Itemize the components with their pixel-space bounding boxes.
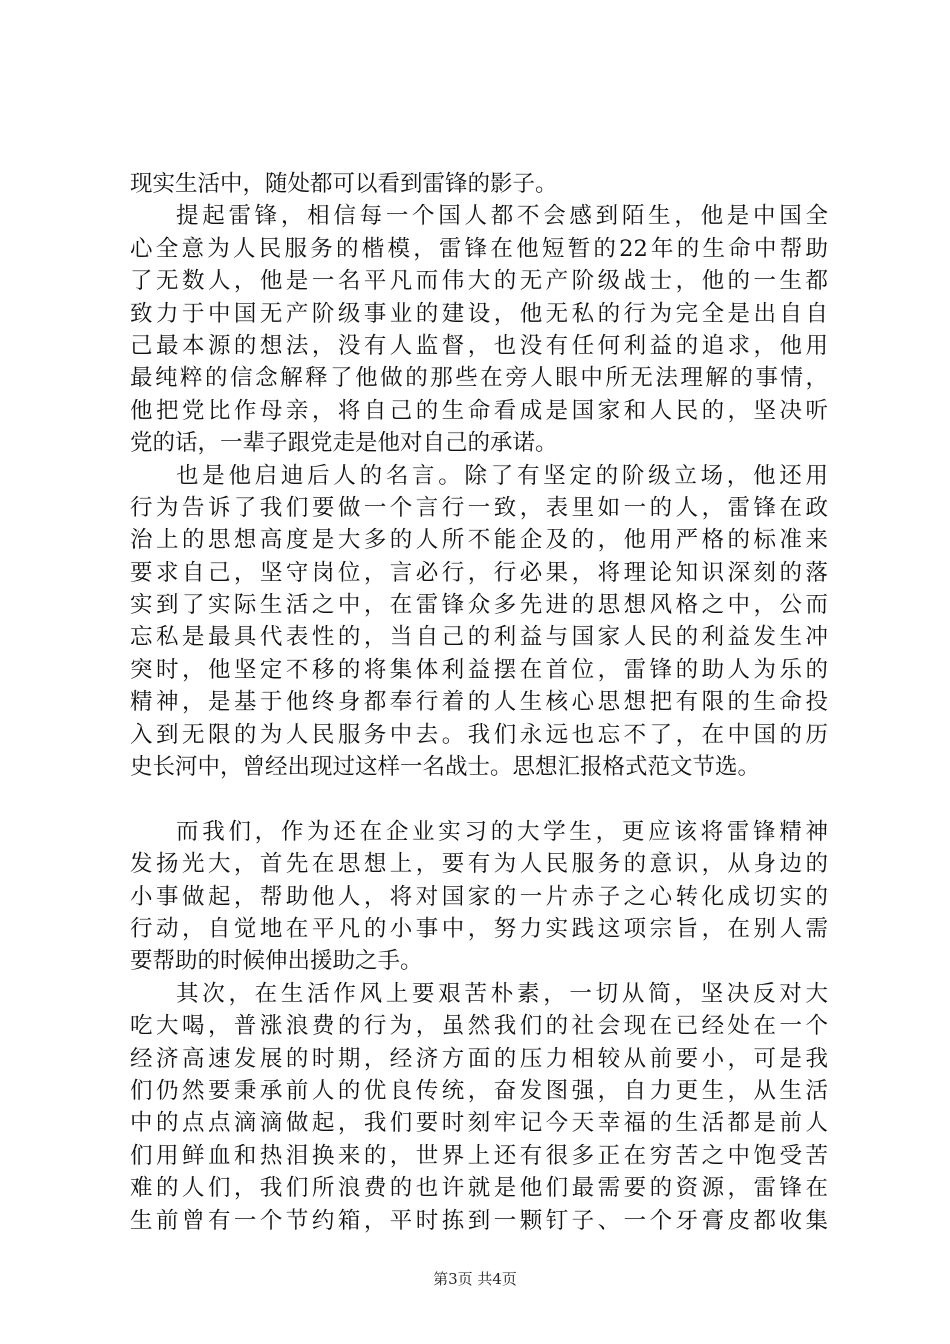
text-line: 们仍然要秉承前人的优良传统，奋发图强，自力更生，从生活 (130, 1077, 828, 1104)
text-line: 党的话，一辈子跟党走是他对自己的承诺。 (130, 430, 558, 457)
paragraph-gap (130, 783, 828, 815)
document-body (130, 168, 828, 1237)
text-line: 要求自己，坚守岗位，言必行，行必果，将理论知识深刻的落 (130, 559, 828, 586)
text-line: 们用鲜血和热泪换来的，世界上还有很多正在穷苦之中饱受苦 (130, 1142, 828, 1169)
text-line: 其次，在生活作风上要艰苦朴素，一切从简，坚决反对大 (176, 980, 828, 1007)
text-line: 行动，自觉地在平凡的小事中，努力实践这项宗旨，在别人需 (130, 915, 828, 942)
text-line: 入到无限的为人民服务中去。我们永远也忘不了，在中国的历 (130, 721, 828, 748)
paragraph (130, 168, 828, 200)
paragraph (130, 816, 828, 978)
text-line: 了无数人，他是一名平凡而伟大的无产阶级战士，他的一生都 (130, 268, 828, 295)
text-line: 提起雷锋，相信每一个国人都不会感到陌生，他是中国全 (176, 203, 828, 230)
text-line: 心全意为人民服务的楷模，雷锋在他短暂的22年的生命中帮助 (130, 235, 828, 262)
text-line: 精神，是基于他终身都奉行着的人生核心思想把有限的生命投 (130, 689, 828, 716)
text-line: 而我们，作为还在企业实习的大学生，更应该将雷锋精神 (176, 818, 828, 845)
page-footer (0, 1268, 950, 1289)
text-line: 忘私是最具代表性的，当自己的利益与国家人民的利益发生冲 (130, 624, 828, 651)
text-line: 经济高速发展的时期，经济方面的压力相较从前要小，可是我 (130, 1045, 828, 1072)
text-line: 要帮助的时候伸出援助之手。 (130, 948, 423, 975)
text-line: 行为告诉了我们要做一个言行一致，表里如一的人，雷锋在政 (130, 494, 828, 521)
page-number-text: 第3页 共4页 (433, 1270, 517, 1288)
text-line: 难的人们，我们所浪费的也许就是他们最需要的资源，雷锋在 (130, 1175, 828, 1202)
paragraph (130, 200, 828, 459)
text-line: 突时，他坚定不移的将集体利益摆在首位，雷锋的助人为乐的 (130, 656, 828, 683)
text-line: 他把党比作母亲，将自己的生命看成是国家和人民的，坚决听 (130, 397, 828, 424)
text-line: 己最本源的想法，没有人监督，也没有任何利益的追求，他用 (130, 332, 828, 359)
text-line: 实到了实际生活之中，在雷锋众多先进的思想风格之中，公而 (130, 592, 828, 619)
text-line: 吃大喝，普涨浪费的行为，虽然我们的社会现在已经处在一个 (130, 1013, 828, 1040)
text-line: 现实生活中，随处都可以看到雷锋的影子。 (130, 171, 558, 197)
text-line: 最纯粹的信念解释了他做的那些在旁人眼中所无法理解的事情， (130, 365, 828, 392)
paragraph (130, 460, 828, 784)
text-line: 小事做起，帮助他人，将对国家的一片赤子之心转化成切实的 (130, 883, 828, 910)
text-line: 史长河中，曾经出现过这样一名战士。思想汇报格式范文节选。 (130, 754, 761, 781)
text-line: 生前曾有一个节约箱，平时拣到一颗钉子、一个牙膏皮都收集 (130, 1207, 828, 1234)
text-line: 治上的思想高度是大多的人所不能企及的，他用严格的标准来 (130, 527, 828, 554)
paragraph (130, 978, 828, 1237)
text-line: 也是他启迪后人的名言。除了有坚定的阶级立场，他还用 (176, 462, 828, 489)
text-line: 发扬光大，首先在思想上，要有为人民服务的意识，从身边的 (130, 851, 828, 878)
text-line: 致力于中国无产阶级事业的建设，他无私的行为完全是出自自 (130, 300, 828, 327)
text-line: 中的点点滴滴做起，我们要时刻牢记今天幸福的生活都是前人 (130, 1110, 828, 1137)
